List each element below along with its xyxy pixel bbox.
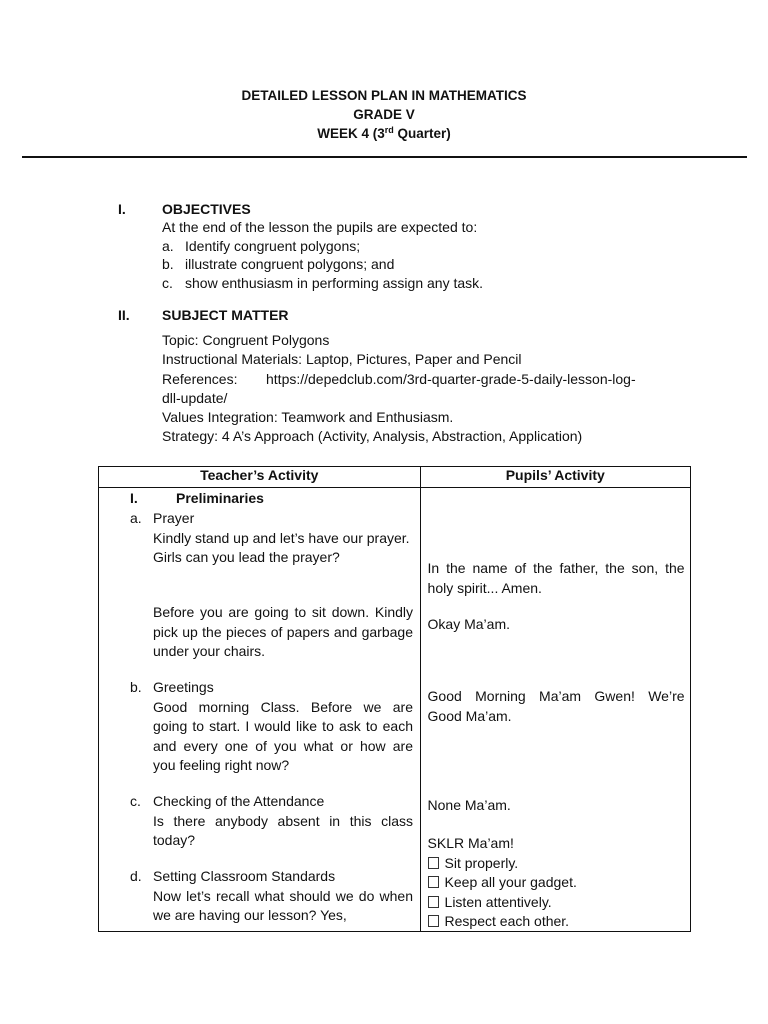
header-week-text: WEEK 4 (3	[317, 126, 385, 141]
sit-down-item	[130, 603, 413, 662]
header-week-sup: rd	[384, 125, 394, 135]
checkbox-glyph-icon	[428, 896, 439, 908]
standards-title: Setting Classroom Standards	[153, 868, 336, 884]
document-header	[0, 86, 768, 143]
topic-line: Topic: Congruent Polygons	[162, 332, 330, 348]
standard-item	[428, 873, 685, 893]
item-letter: c.	[130, 793, 141, 809]
prayer-title: Prayer	[153, 510, 195, 526]
preliminaries-number: I.	[130, 490, 138, 506]
strategy-line: Strategy: 4 A’s Approach (Activity, Analysis, Abstraction, Application)	[162, 428, 583, 445]
objective-letter: c.	[162, 274, 173, 291]
checkbox-glyph-icon	[428, 876, 439, 888]
attendance-text: Is there anybody absent in this class today?	[153, 812, 413, 848]
header-week	[0, 124, 768, 143]
standard-text: Sit properly.	[444, 854, 519, 871]
activity-table	[98, 466, 691, 932]
objectives-number: I.	[118, 201, 126, 217]
pupil-okay-response: Okay Ma’am.	[427, 616, 510, 632]
attendance-title: Checking of the Attendance	[153, 793, 325, 809]
teacher-activity-header: Teacher’s Activity	[99, 467, 421, 488]
pupil-greeting-response: Good Morning Ma’am Gwen! We’re Good Ma’am.	[427, 688, 685, 724]
header-title: DETAILED LESSON PLAN IN MATHEMATICS	[241, 88, 527, 103]
preliminaries-heading	[130, 490, 264, 506]
greetings-item	[130, 678, 413, 776]
objective-item	[162, 237, 682, 256]
references-url: https://depedclub.com/3rd-quarter-grade-5-daily-lesson-log-	[266, 370, 636, 387]
standard-item	[428, 912, 685, 932]
objective-letter: b.	[162, 256, 174, 272]
prayer-item	[130, 509, 413, 568]
pupil-standards-response	[428, 834, 685, 932]
header-divider	[22, 156, 747, 158]
references-url-continued: dll-update/	[162, 389, 228, 406]
item-letter: a.	[130, 510, 142, 526]
sklr-text: SKLR Ma’am!	[427, 835, 514, 851]
table-header-row	[99, 467, 691, 488]
prayer-text: Kindly stand up and let’s have our prayer.	[153, 529, 410, 546]
header-week-quarter: Quarter)	[393, 126, 451, 141]
greetings-text: Good morning Class. Before we are going to start. I would like to ask to each and every one of you what or how are you feeling right now?	[153, 698, 413, 773]
objectives-body	[162, 218, 682, 292]
pupils-activity-cell	[420, 488, 690, 932]
objective-text: show enthusiasm in performing assign any task.	[185, 274, 484, 291]
standard-item	[428, 854, 685, 874]
objectives-intro: At the end of the lesson the pupils are expected to:	[162, 219, 478, 235]
standard-item	[428, 893, 685, 913]
materials-line: Instructional Materials: Laptop, Pictures, Paper and Pencil	[162, 351, 522, 368]
pupils-activity-header: Pupils’ Activity	[420, 467, 690, 488]
objective-item	[162, 255, 682, 274]
standards-item	[130, 867, 413, 926]
subject-matter-body	[162, 331, 682, 447]
values-line: Values Integration: Teamwork and Enthusiasm.	[162, 409, 454, 426]
pupil-attendance-response: None Ma’am.	[427, 797, 511, 813]
standards-text: Now let’s recall what should we do when we are having our lesson? Yes,	[153, 887, 413, 923]
standard-text: Listen attentively.	[444, 893, 552, 910]
standard-text: Keep all your gadget.	[444, 874, 577, 890]
item-letter: b.	[130, 679, 142, 695]
preliminaries-title: Preliminaries	[176, 490, 264, 506]
header-grade: GRADE V	[353, 107, 415, 122]
objective-text: Identify congruent polygons;	[185, 237, 361, 254]
attendance-item	[130, 792, 413, 851]
table-row	[99, 488, 691, 932]
standard-text: Respect each other.	[444, 913, 570, 929]
subject-matter-number: II.	[118, 307, 130, 323]
prayer-girls-text: Girls can you lead the prayer?	[153, 549, 340, 565]
pupil-prayer-response: In the name of the father, the son, the holy spirit... Amen.	[427, 560, 685, 596]
objective-item	[162, 274, 682, 293]
objective-letter: a.	[162, 237, 174, 254]
objective-text: illustrate congruent polygons; and	[185, 256, 395, 272]
references-label: References:	[162, 370, 238, 387]
subject-matter-title: SUBJECT MATTER	[162, 307, 289, 323]
objectives-title: OBJECTIVES	[162, 201, 251, 217]
checkbox-glyph-icon	[428, 915, 439, 927]
checkbox-glyph-icon	[428, 857, 439, 869]
teacher-activity-cell	[99, 488, 421, 932]
item-letter: d.	[130, 868, 142, 884]
references-line	[162, 370, 682, 389]
sit-down-text: Before you are going to sit down. Kindly pick up the pieces of papers and garbage under your chairs.	[153, 604, 413, 659]
greetings-title: Greetings	[153, 679, 214, 695]
